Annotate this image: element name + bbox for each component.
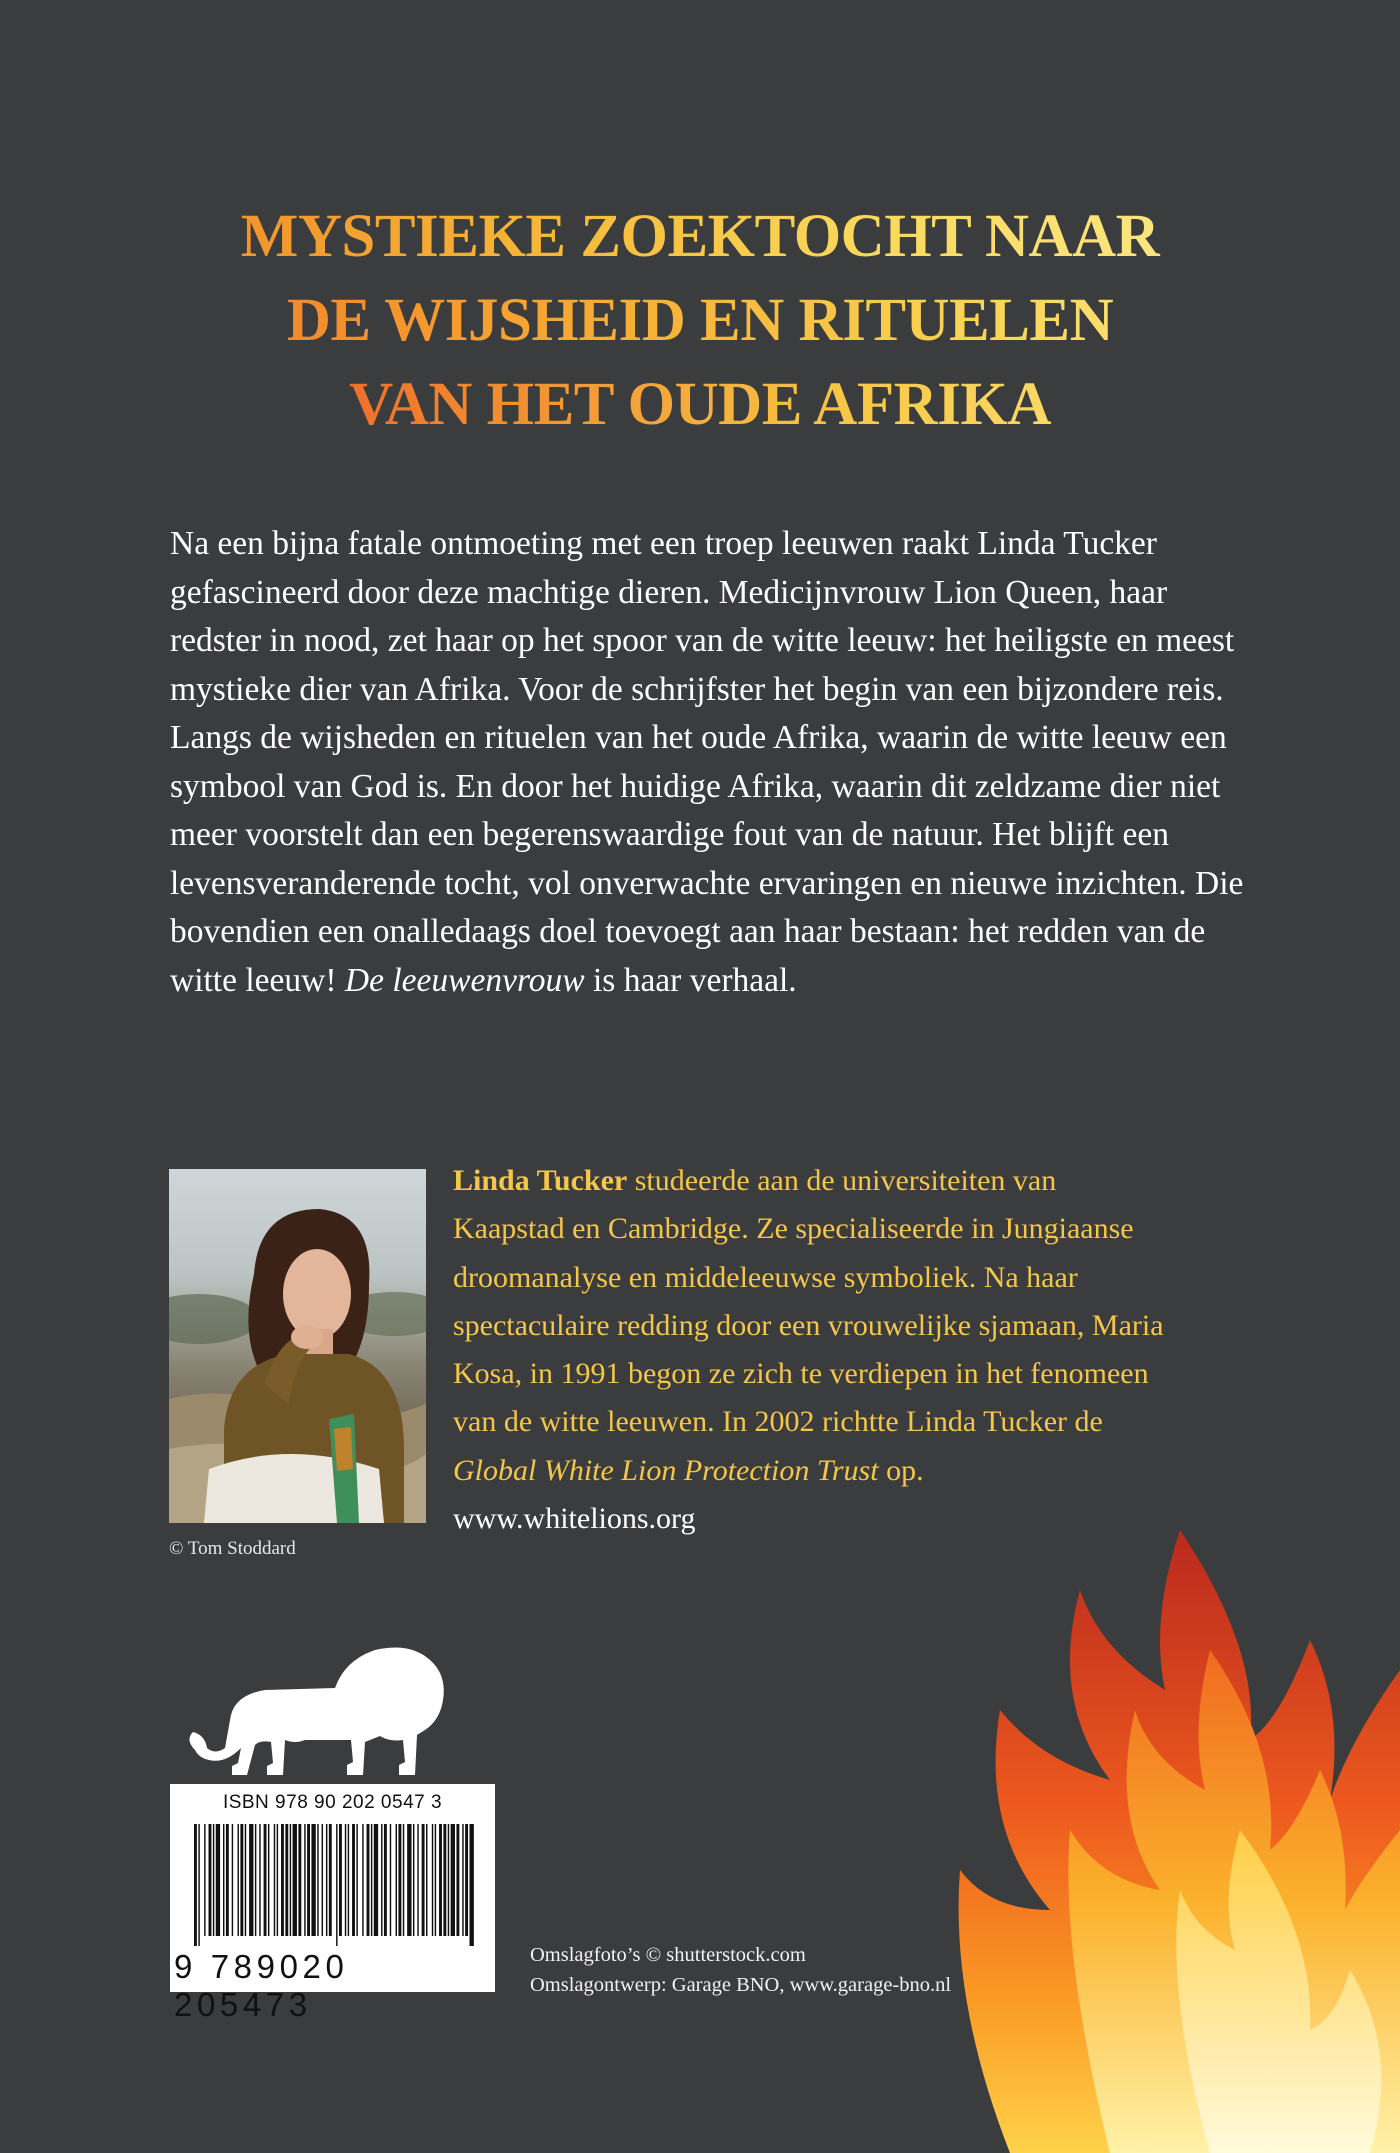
barcode-bars	[194, 1824, 474, 1946]
barcode-bar	[352, 1824, 355, 1936]
barcode-bar	[213, 1824, 214, 1936]
barcode-bar	[451, 1824, 455, 1936]
barcode-bar	[384, 1824, 387, 1936]
design-credits: Omslagontwerp: Garage BNO, www.garage-bno.nl	[530, 1974, 952, 1996]
author-name: Linda Tucker	[453, 1164, 628, 1197]
barcode-bar	[356, 1824, 357, 1936]
trust-name: Global White Lion Protection Trust	[453, 1453, 879, 1487]
barcode-bar	[298, 1824, 301, 1936]
barcode-digits: 9 789020 205473	[174, 1948, 349, 2023]
barcode-bar	[274, 1824, 275, 1936]
barcode-bar	[223, 1824, 224, 1936]
barcode-bar	[374, 1824, 378, 1936]
barcode-bar	[362, 1824, 363, 1936]
barcode-bar	[311, 1824, 315, 1936]
barcode-bar	[443, 1824, 446, 1936]
headline-line-3: VAN HET OUDE AFRIKA	[150, 363, 1250, 447]
author-bio	[453, 1157, 1173, 1543]
barcode-bar	[304, 1824, 305, 1936]
barcode-bar	[396, 1824, 397, 1936]
barcode-bar	[345, 1824, 346, 1936]
bio-text: studeerde aan de universiteiten van Kaapstad en Cambridge. Ze specialiseerde in Jungiaanse droomanalyse en middeleeuwse symboliek. Na haar spectaculaire redding door een vrouwelijke sjamaan, Maria Kosa, in 1991 begon ze zich te verdiepen in het fenomeen van de witte leeuwen. In 2002 richtte Linda Tucker de	[453, 1164, 1164, 1439]
barcode-bar	[367, 1824, 370, 1936]
barcode-bar	[204, 1824, 205, 1936]
headline-line-2: DE WIJSHEID EN RITUELEN	[150, 279, 1250, 363]
barcode-bar	[422, 1824, 425, 1936]
barcode-bar	[470, 1824, 474, 1946]
headline-line-1: MYSTIEKE ZOEKTOCHT NAAR	[150, 195, 1250, 279]
barcode-bar	[439, 1824, 442, 1936]
white-lion-icon	[185, 1640, 455, 1785]
barcode-bar	[317, 1824, 318, 1936]
cover-credits	[530, 1940, 951, 2000]
barcode-bar	[322, 1824, 323, 1936]
barcode-bar	[240, 1824, 243, 1936]
barcode-bar	[249, 1824, 253, 1936]
barcode-bar	[209, 1824, 212, 1936]
barcode-bar	[381, 1824, 382, 1936]
bio-op: op.	[878, 1453, 924, 1487]
barcode-bar	[194, 1824, 197, 1946]
barcode-bar	[259, 1824, 260, 1936]
photo-credit: © Tom Stoddard	[169, 1538, 296, 1559]
barcode-bar	[281, 1824, 284, 1936]
barcode-bar	[326, 1824, 327, 1936]
barcode-bar	[238, 1824, 239, 1936]
book-title: De leeuwenvrouw	[344, 961, 585, 999]
flame-icon	[950, 1530, 1400, 2153]
barcode-bar	[398, 1824, 401, 1936]
barcode-bar	[293, 1824, 297, 1936]
headline	[150, 195, 1250, 447]
barcode-bar	[255, 1824, 256, 1936]
barcode-bar	[417, 1824, 418, 1936]
barcode-bar	[456, 1824, 459, 1936]
website-link[interactable]: www.whitelions.org	[453, 1502, 696, 1536]
barcode-bar	[432, 1824, 433, 1936]
barcode-bar	[426, 1824, 427, 1936]
photo-credits: Omslagfoto’s © shutterstock.com	[530, 1944, 806, 1966]
barcode-bar	[448, 1824, 449, 1936]
barcode-bar	[403, 1824, 404, 1936]
barcode-bar	[435, 1824, 436, 1936]
barcode-bar	[336, 1824, 337, 1946]
barcode-bar	[277, 1824, 278, 1936]
barcode-bar	[264, 1824, 267, 1936]
barcode-bar	[226, 1824, 229, 1936]
barcode-bar	[307, 1824, 310, 1936]
description-ending: is haar verhaal.	[584, 961, 797, 999]
description-text: Na een bijna fatale ontmoeting met een troep leeuwen raakt Linda Tucker gefascineerd door deze machtige dieren. Medicijnvrouw Lion Queen, haar redster in nood, zet haar op het spoor van de witte leeuw: het heiligste en meest mystieke dier van Afrika. Voor de schrijfster het begin van een bijzondere reis. Langs de wijsheden en rituelen van het oude Afrika, waarin de witte leeuw een symbool van God is. En door het huidige Afrika, waarin dit zeldzame dier niet meer voorstelt dan een begerenswaardige fout van de natuur. Het blijft een levensveranderende tocht, vol onverwachte ervaringen en nieuwe inzichten. Die bovendien een onalledaags doel toevoegt aan haar bestaan: het redden van de witte leeuw!	[170, 525, 1244, 999]
barcode-bar	[285, 1824, 288, 1936]
barcode-bar	[465, 1824, 468, 1936]
barcode-bar	[290, 1824, 291, 1936]
barcode-bar	[216, 1824, 220, 1936]
barcode-bar	[268, 1824, 269, 1936]
barcode-bar	[232, 1824, 233, 1936]
barcode-bar	[198, 1824, 199, 1946]
book-description	[170, 520, 1250, 1005]
barcode-bar	[407, 1824, 411, 1936]
barcode-bar	[339, 1824, 342, 1936]
barcode-bar	[390, 1824, 391, 1936]
barcode-bar	[348, 1824, 349, 1936]
barcode-bar	[413, 1824, 414, 1936]
barcode-bar	[245, 1824, 246, 1936]
isbn-label: ISBN 978 90 202 0547 3	[222, 1792, 443, 1813]
barcode	[170, 1784, 495, 2023]
author-photo	[169, 1169, 426, 1523]
barcode-bar	[371, 1824, 372, 1936]
barcode-bar	[462, 1824, 463, 1936]
barcode-bar	[329, 1824, 332, 1936]
